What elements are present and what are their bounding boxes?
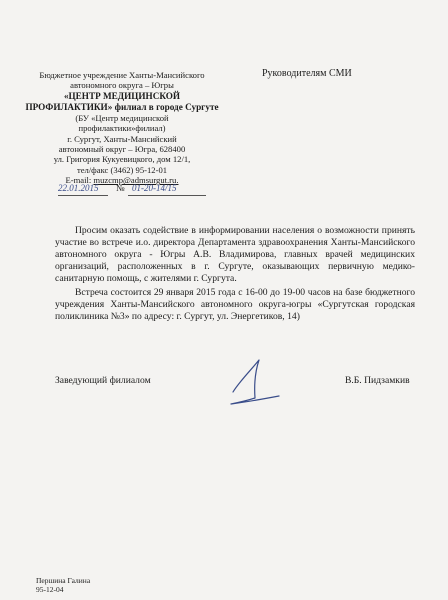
sender-phone: тел/факс (3462) 95-12-01 [76, 164, 168, 175]
signer-title: Заведующий филиалом [55, 375, 151, 386]
email-link[interactable]: muzcmp@admsurgut.ru. [93, 175, 179, 186]
signer-name: В.Б. Пидзамкив [345, 375, 410, 386]
sender-line: профилактики»филиал) [78, 123, 166, 134]
sender-line: Бюджетное учреждение Ханты-Мансийского [39, 70, 205, 80]
executor-name: Першина Галина [36, 576, 91, 585]
sender-org-name: «ЦЕНТР МЕДИЦИНСКОЙ [63, 90, 181, 101]
sender-line: автономного округа – Югры [70, 80, 174, 91]
sender-address: г. Сургут, Ханты-Мансийский [67, 133, 177, 144]
sender-line: (БУ «Центр медицинской [75, 112, 169, 123]
executor-block [36, 576, 90, 594]
number-sign: № [116, 183, 125, 193]
handwritten-signature [225, 352, 285, 407]
recipient: Руководителям СМИ [262, 68, 352, 79]
sender-address: автономный округ – Югра, 628400 [58, 144, 186, 155]
date-underline [58, 195, 108, 196]
body-paragraph: Встреча состоится 29 января 2015 года с 16-00 до 19-00 часов на базе бюджетного учреждения Ханты-Мансийского автономного округа-югры «Сургутская городская поликлиника №3» по адресу: г. Сургут, ул. Энергетиков, 14) [55, 287, 415, 322]
registration-date: 22.01.2015 [58, 183, 99, 193]
sender-block [22, 70, 222, 186]
email-label: E-mail: [65, 175, 94, 186]
letter-body [55, 225, 415, 325]
registration-line [58, 183, 228, 197]
sender-org-name: ПРОФИЛАКТИКИ» филиал в городе Сургуте [25, 101, 219, 112]
executor-phone: 95-12-04 [36, 585, 64, 594]
registration-number: 01-20-14/15 [132, 183, 177, 193]
number-underline [128, 195, 206, 196]
body-paragraph: Просим оказать содействие в информировании населения о возможности принять участие во встрече и.о. директора Департамента здравоохранения Ханты-Мансийского автономного округа - Югры А.В. Владимирова, главных врачей медицинских организаций, расположенных в г. Сургуте, оказывающих первичную медико-санитарную помощь, с жителями г. Сургута. [55, 225, 415, 284]
sender-address: ул. Григория Кукуевицкого, дом 12/1, [53, 154, 191, 165]
